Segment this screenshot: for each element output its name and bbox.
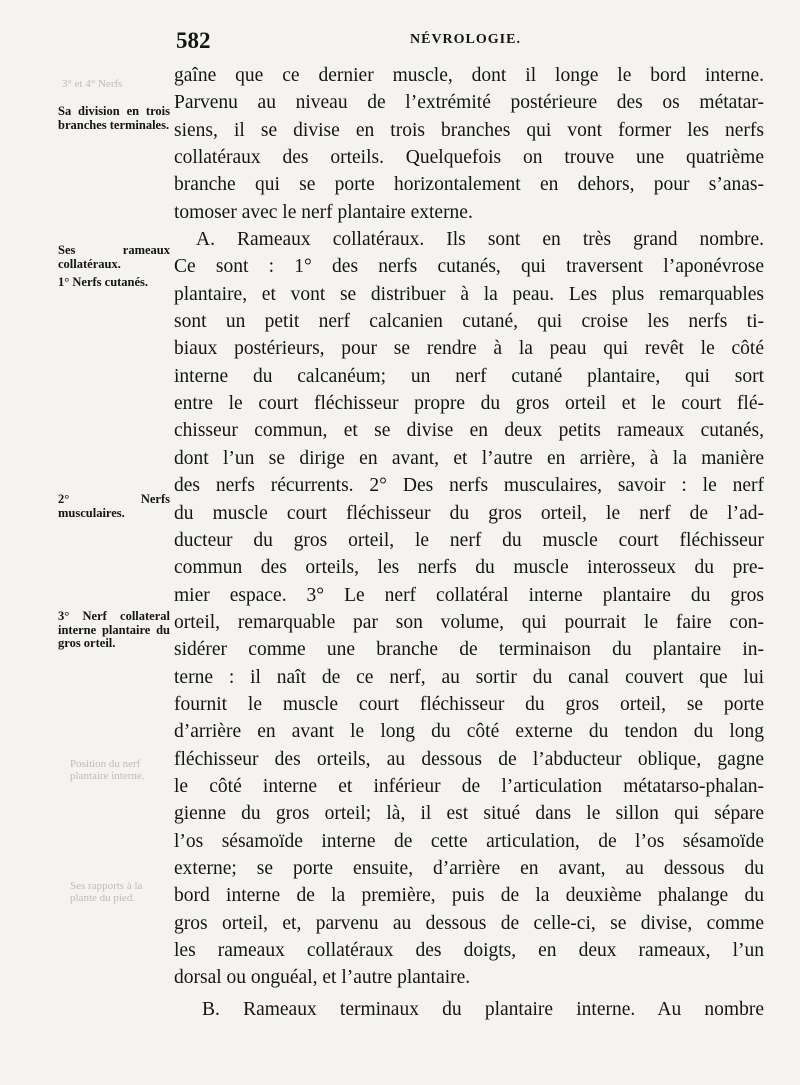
text-line: orteil, remarquable par son volume, qui pourrait le faire con- [174,611,764,633]
margin-note-musculaires: 2° Nerfs musculaires. [58,492,170,520]
section-b-heading-line: B. Rameaux terminaux du plantaire interne. Au nombre [202,998,764,1020]
text-line: du muscle court fléchisseur du gros orteil, le nerf de l’ad- [174,502,764,524]
text-line: fournit le muscle court fléchisseur du gros orteil, se porte [174,693,764,715]
text-line: tomoser avec le nerf plantaire externe. [174,201,473,223]
text-line: branche qui se porte horizontalement en dehors, pour s’anas- [174,174,764,196]
text-line: gaîne que ce dernier muscle, dont il longe le bord interne. [174,65,764,86]
text-line: bord interne de la première, puis de la deuxième phalange du [174,885,764,907]
running-head [0,28,800,56]
text-line: dorsal ou onguéal, et l’autre plantaire. [174,967,471,989]
text-line: chisseur commun, et se divise en deux petits rameaux cutanés, [174,420,764,442]
bleed-through-text: Position du nerf plantaire interne. [70,758,145,782]
text-line: sidérer comme une branche de terminaison du plantaire in- [174,639,764,661]
body-text [174,62,764,1023]
text-line: externe; se porte ensuite, d’arrière en avant, au dessous du [174,857,764,879]
text-line: gros orteil, et, parvenu au dessous de celle-ci, se divise, comme [174,912,764,934]
text-line: terne : il naît de ce nerf, au sortir du canal couvert que lui [174,666,764,688]
text-line: gienne du gros orteil; là, il est situé dans le sillon qui sépare [174,803,764,825]
text-line: entre le court fléchisseur propre du gros orteil et le court flé- [174,393,764,415]
text-line: fléchisseur des orteils, au dessous de l’abducteur oblique, gagne [174,748,764,770]
running-title: NÉVROLOGIE. [410,32,521,47]
text-line: plantaire, et vont se distribuer à la peau. Les plus remarquables [174,283,764,305]
section-a-heading-line: A. Rameaux collatéraux. Ils sont en très grand nombre. [196,229,764,251]
margin-note-division: Sa division en trois branches terminales. [58,104,170,132]
text-line: sont un petit nerf calcanien cutané, qui croise les nerfs ti- [174,311,764,333]
margin-note-cutanes: 1° Nerfs cutanés. [58,275,149,289]
text-line: d’arrière en avant le long du côté externe du tendon du long [174,721,764,743]
text-line: ducteur du gros orteil, le nerf du muscle court fléchisseur [174,529,764,551]
text-line: collatéraux des orteils. Quelquefois on trouve une quatrième [174,147,764,169]
bleed-through-text: Ses rapports à la plante du pied. [70,880,143,904]
text-line: le côté interne et inférieur de l’articulation métatarso-phalan- [174,775,764,797]
bleed-through-text: 3° et 4° Nerfs [62,78,123,90]
margin-note-collateral: 3° Nerf collateral interne plantaire du gros orteil. [58,609,170,650]
text-line: interne du calcanéum; un nerf cutané plantaire, qui sort [174,365,764,387]
text-line: mier espace. 3° Le nerf collatéral interne plantaire du gros [174,584,764,606]
page-number: 582 [176,28,211,53]
margin-note-rameaux: Ses rameaux collatéraux. [58,243,170,271]
text-line: Parvenu au niveau de l’extrémité postérieure des os métatar- [174,92,764,114]
text-line: Ce sont : 1° des nerfs cutanés, qui traversent l’aponévrose [174,256,764,278]
text-line: les rameaux collatéraux des doigts, en deux rameaux, l’un [174,940,764,961]
text-line: l’os sésamoïde interne de cette articulation, de l’os sésamoïde [174,830,764,852]
text-line: biaux postérieurs, pour se rendre à la peau qui revêt le côté [174,338,764,360]
text-line: siens, il se divise en trois branches qui vont former les nerfs [174,119,764,141]
text-line: dont l’un se dirige en avant, et l’autre en arrière, à la manière [174,447,764,469]
text-line: commun des orteils, les nerfs du muscle interosseux du pre- [174,557,764,579]
text-line: des nerfs récurrents. 2° Des nerfs musculaires, savoir : le nerf [174,475,764,497]
